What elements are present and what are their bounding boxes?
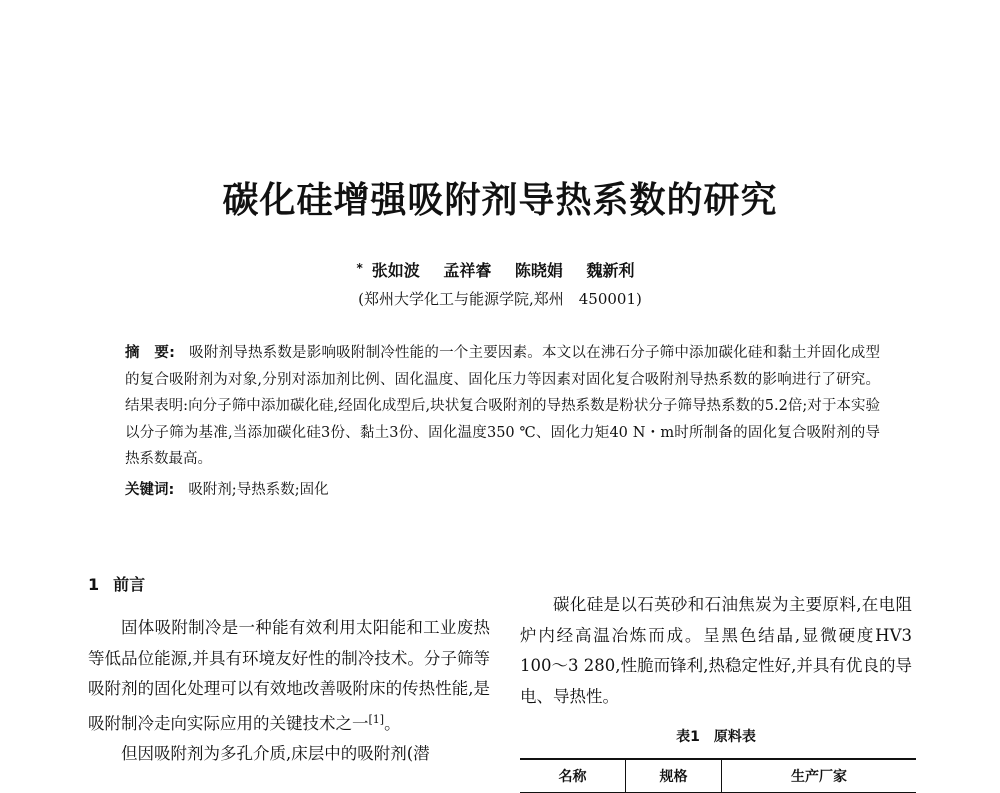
left-column <box>88 572 490 770</box>
affiliation: (郑州大学化工与能源学院,郑州 450001) <box>358 290 642 308</box>
section-heading <box>88 572 490 595</box>
table-header-row <box>520 759 916 793</box>
author-name: 魏新利 <box>586 261 635 280</box>
table-number: 表1 <box>676 729 700 745</box>
table-header-cell: 规格 <box>626 759 722 793</box>
author-line <box>0 258 1000 281</box>
abstract <box>125 340 880 473</box>
keywords-text: 吸附剂;导热系数;固化 <box>188 482 329 498</box>
intro-paragraph-2 <box>88 739 490 770</box>
author-name: 孟祥睿 <box>443 261 492 280</box>
paper-title: 碳化硅增强吸附剂导热系数的研究 <box>222 180 778 221</box>
author-mark: * <box>356 261 363 275</box>
table-header-cell: 名称 <box>520 759 626 793</box>
right-column <box>520 590 912 793</box>
author-name: 陈晓娟 <box>514 261 563 280</box>
sic-paragraph: 碳化硅是以石英砂和石油焦炭为主要原料,在电阻炉内经高温冶炼而成。呈黑色结晶,显微硬度HV3 100～3 280,性脆而锋利,热稳定性好,并具有优良的导电、导热性。 <box>520 595 912 706</box>
intro-paragraph-2-text: 但因吸附剂为多孔介质,床层中的吸附剂(潜 <box>121 744 430 763</box>
intro-paragraph <box>88 613 490 739</box>
intro-paragraph-text: 固体吸附制冷是一种能有效利用太阳能和工业废热等低品位能源,并具有环境友好性的制冷技术。分子筛等吸附剂的固化处理可以有效地改善吸附床的传热性能,是吸附制冷走向实际应用的关键技术之一 <box>88 618 490 733</box>
keywords-label: 关键词: <box>125 482 175 498</box>
author-name: 张如波 <box>371 261 420 280</box>
table-title: 原料表 <box>713 729 756 745</box>
raw-material-table <box>520 758 916 793</box>
table-caption <box>520 726 912 746</box>
intro-paragraph-end: 。 <box>384 713 401 733</box>
citation-ref: [1] <box>368 712 385 726</box>
abstract-text: 吸附剂导热系数是影响吸附制冷性能的一个主要因素。本文以在沸石分子筛中添加碳化硅和黏土并固化成型的复合吸附剂为对象,分别对添加剂比例、固化温度、固化压力等因素对固化复合吸附剂导热系数的影响进行了研究。结果表明:向分子筛中添加碳化硅,经固化成型后,块状复合吸附剂的导热系数是粉状分子筛导热系数的5.2倍;对于本实验以分子筛为基准,当添加碳化硅3份、黏土3份、固化温度350 ℃、固化力矩40 N・m时所制备的固化复合吸附剂的导热系数最高。 <box>125 345 880 467</box>
section-number: 1 <box>88 575 100 594</box>
section-title: 前言 <box>113 575 146 594</box>
table-header-cell: 生产厂家 <box>722 759 917 793</box>
abstract-label: 摘 要: <box>125 345 175 361</box>
keywords <box>125 478 880 499</box>
